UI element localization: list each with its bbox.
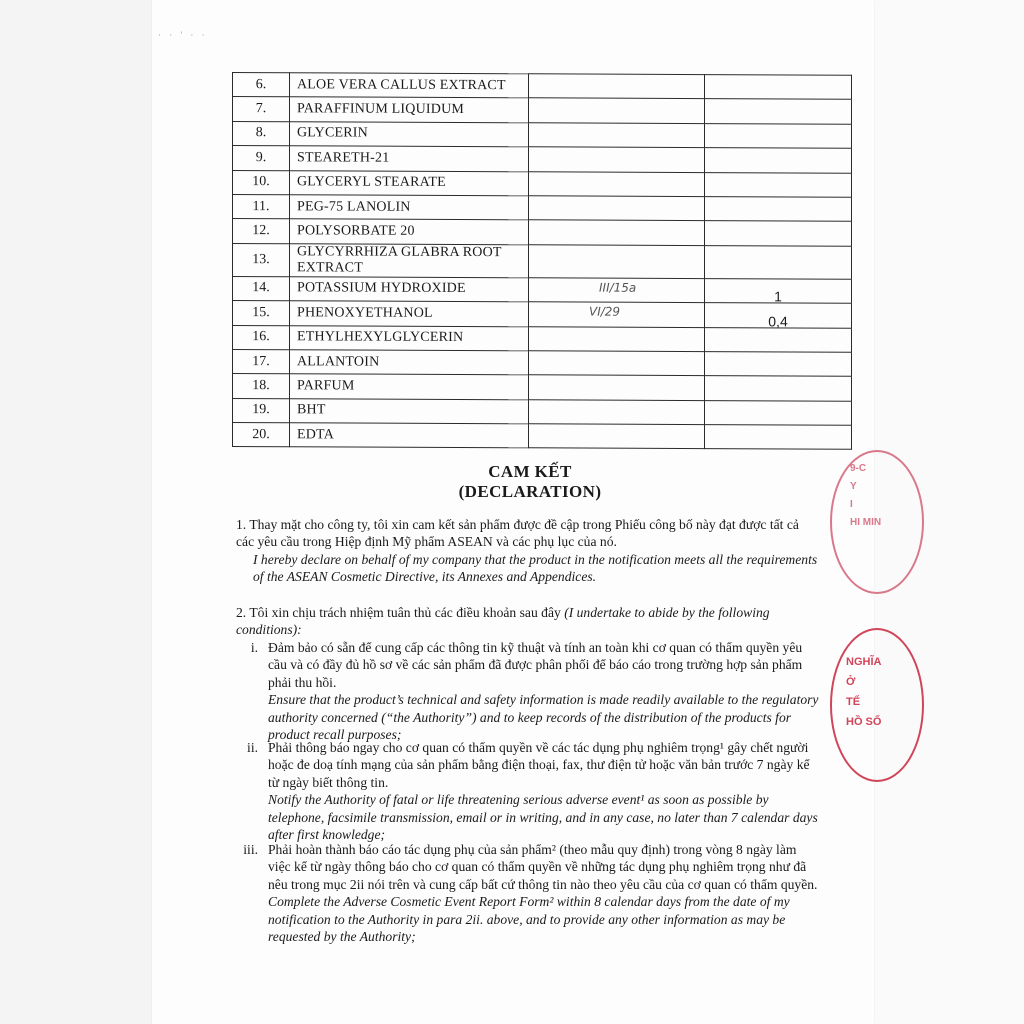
declaration-title-en: (DECLARATION) — [458, 482, 602, 501]
red-stamp-top — [830, 450, 924, 594]
ingredient-row — [233, 146, 852, 173]
ingredient-concentration — [705, 245, 852, 279]
condition-i-label: i. — [250, 640, 258, 655]
stamp-bottom-text: NGHĨA Ở TẾ HỒ SỐ — [846, 656, 882, 728]
ingredient-number: 12. — [233, 219, 290, 244]
paragraph-2-vi: 2. Tôi xin chịu trách nhiệm tuân thủ các điều khoản sau đây — [236, 605, 561, 620]
ingredient-annex-note — [529, 351, 705, 376]
condition-i-vi: Đảm bảo có sẵn để cung cấp các thông tin kỹ thuật và tính an toàn khi cơ quan có thẩm quyền yêu cầu và có đầy đủ hồ sơ về các sản phẩm đã được phân phối để báo cáo trong trường hợp sản phẩm phải thu hồi. — [268, 640, 803, 690]
ingredient-name: GLYCYRRHIZA GLABRA ROOT EXTRACT — [290, 243, 529, 277]
scan-specks: · · ' · · — [158, 30, 208, 40]
ingredient-name: GLYCERYL STEARATE — [290, 170, 529, 195]
ingredient-name: PARFUM — [290, 374, 529, 399]
ingredient-number: 15. — [233, 301, 290, 326]
paragraph-2-en: (I undertake to abide by the following conditions): — [236, 605, 770, 638]
stamp-top-text: 9-C Y I HI MIN — [850, 463, 882, 528]
paragraph-1-vi: 1. Thay mặt cho công ty, tôi xin cam kết sản phẩm được đề cập trong Phiếu công bố này đạt được tất cả các yêu cầu trong Hiệp định Mỹ phẩm ASEAN và các phụ lục của nó. — [236, 517, 799, 550]
ingredient-name: POLYSORBATE 20 — [290, 219, 529, 244]
ingredient-concentration — [705, 197, 852, 222]
ingredient-name: ALLANTOIN — [290, 350, 529, 375]
declaration-paragraph-1 — [236, 516, 818, 586]
ingredient-concentration — [705, 221, 852, 246]
ingredient-row — [233, 97, 852, 124]
ingredient-number: 19. — [233, 398, 290, 423]
ingredient-concentration — [705, 75, 852, 100]
ingredient-number: 8. — [233, 121, 290, 146]
ingredient-number: 14. — [233, 276, 290, 301]
concentration-value: 0,4 — [768, 313, 788, 330]
ingredient-number: 9. — [233, 146, 290, 171]
ingredient-annex-note — [529, 302, 705, 327]
ingredient-number: 17. — [233, 349, 290, 374]
ingredient-row — [233, 243, 852, 279]
ingredient-name: PHENOXYETHANOL — [290, 301, 529, 326]
ingredient-concentration — [705, 99, 852, 124]
ingredient-number: 11. — [233, 194, 290, 219]
ingredient-row — [233, 374, 852, 401]
ingredient-concentration — [705, 148, 852, 173]
red-stamp-bottom — [830, 628, 924, 782]
handwritten-note: III/15a — [599, 280, 637, 295]
ingredient-row — [233, 349, 852, 376]
declaration-paragraph-2 — [236, 604, 818, 639]
ingredient-annex-note — [529, 147, 705, 172]
ingredient-row — [233, 219, 852, 246]
handwritten-note: VI/29 — [589, 304, 621, 319]
ingredient-concentration — [705, 327, 852, 352]
condition-iii-en: Complete the Adverse Cosmetic Event Report Form² within 8 calendar days from the date of my notification to the Authority in para 2ii. above, and to provide any other information as may be requested by the Authority; — [268, 894, 790, 945]
ingredient-annex-note — [529, 399, 705, 424]
ingredient-name: EDTA — [290, 423, 529, 448]
ingredient-row — [233, 194, 852, 221]
ingredient-number: 10. — [233, 170, 290, 195]
ingredient-concentration — [705, 278, 852, 303]
ingredient-row — [233, 325, 852, 352]
ingredient-annex-note — [529, 74, 705, 99]
ingredient-concentration — [705, 425, 852, 450]
ingredient-name: BHT — [290, 398, 529, 423]
ingredient-row — [233, 73, 852, 100]
ingredient-row — [233, 301, 852, 328]
ingredient-row — [233, 276, 852, 303]
ingredient-row — [233, 121, 852, 148]
ingredient-annex-note — [529, 196, 705, 221]
ingredient-annex-note — [529, 171, 705, 196]
ingredient-annex-note — [529, 123, 705, 148]
ingredient-number: 20. — [233, 423, 290, 448]
ingredient-annex-note — [529, 424, 705, 449]
ingredient-row — [233, 398, 852, 425]
ingredients-table — [232, 72, 852, 450]
ingredient-annex-note — [529, 98, 705, 123]
ingredient-name: ALOE VERA CALLUS EXTRACT — [290, 73, 529, 98]
condition-ii-label: ii. — [247, 740, 258, 755]
ingredient-row — [233, 170, 852, 197]
ingredient-number: 13. — [233, 243, 290, 276]
declaration-title-vi: CAM KẾT — [488, 462, 572, 481]
ingredient-name: STEARETH-21 — [290, 146, 529, 171]
condition-i — [250, 639, 820, 743]
ingredient-number: 7. — [233, 97, 290, 122]
condition-ii — [247, 739, 820, 843]
ingredient-concentration — [705, 376, 852, 401]
condition-i-en: Ensure that the product’s technical and safety information is made readily available to the regulatory authority concerned (“the Authority”) and to keep records of the distribution of the products for product recall purposes; — [268, 692, 819, 743]
ingredient-annex-note — [529, 245, 705, 279]
condition-iii-vi: Phải hoàn thành báo cáo tác dụng phụ của sản phẩm² (theo mẫu quy định) trong vòng 8 ngày làm việc kể từ ngày thông báo cho cơ quan có thẩm quyền về những tác dụng phụ nghiêm trọng như đã nêu trong mục 2ii nói trên và cung cấp bất cứ thông tin nào theo yêu cầu của cơ quan có thẩm quyền. — [268, 842, 818, 892]
paragraph-1-en: I hereby declare on behalf of my company that the product in the notification meets all the requirements of the ASEAN Cosmetic Directive, its Annexes and Appendices. — [253, 551, 818, 585]
ingredient-number: 18. — [233, 374, 290, 399]
condition-iii — [243, 841, 820, 945]
ingredient-row — [233, 423, 852, 450]
ingredient-concentration — [705, 123, 852, 148]
ingredient-concentration — [705, 172, 852, 197]
ingredient-annex-note — [529, 220, 705, 245]
ingredient-number: 16. — [233, 325, 290, 350]
ingredient-number: 6. — [233, 73, 290, 98]
condition-ii-en: Notify the Authority of fatal or life threatening serious adverse event¹ as soon as possible by telephone, facsimile transmission, email or in writing, and in any case, no later than 7 calendar days after first knowledge; — [268, 792, 818, 843]
ingredient-annex-note — [529, 326, 705, 351]
ingredient-concentration — [705, 303, 852, 328]
ingredient-name: POTASSIUM HYDROXIDE — [290, 276, 529, 301]
ingredient-name: ETHYLHEXYLGLYCERIN — [290, 325, 529, 350]
ingredient-annex-note — [529, 278, 705, 303]
condition-iii-label: iii. — [243, 842, 258, 857]
ingredient-concentration — [705, 351, 852, 376]
ingredient-name: PARAFFINUM LIQUIDUM — [290, 97, 529, 122]
concentration-value: 1 — [774, 288, 782, 305]
ingredient-concentration — [705, 400, 852, 425]
ingredient-name: GLYCERIN — [290, 122, 529, 147]
ingredient-name: PEG-75 LANOLIN — [290, 195, 529, 220]
ingredient-annex-note — [529, 375, 705, 400]
condition-ii-vi: Phải thông báo ngay cho cơ quan có thẩm quyền về các tác dụng phụ nghiêm trọng¹ gây chết người hoặc đe doạ tính mạng của sản phẩm bằng điện thoại, fax, thư điện tử hoặc văn bản trước 7 ngày kể từ ngày biết thông tin. — [268, 740, 810, 790]
